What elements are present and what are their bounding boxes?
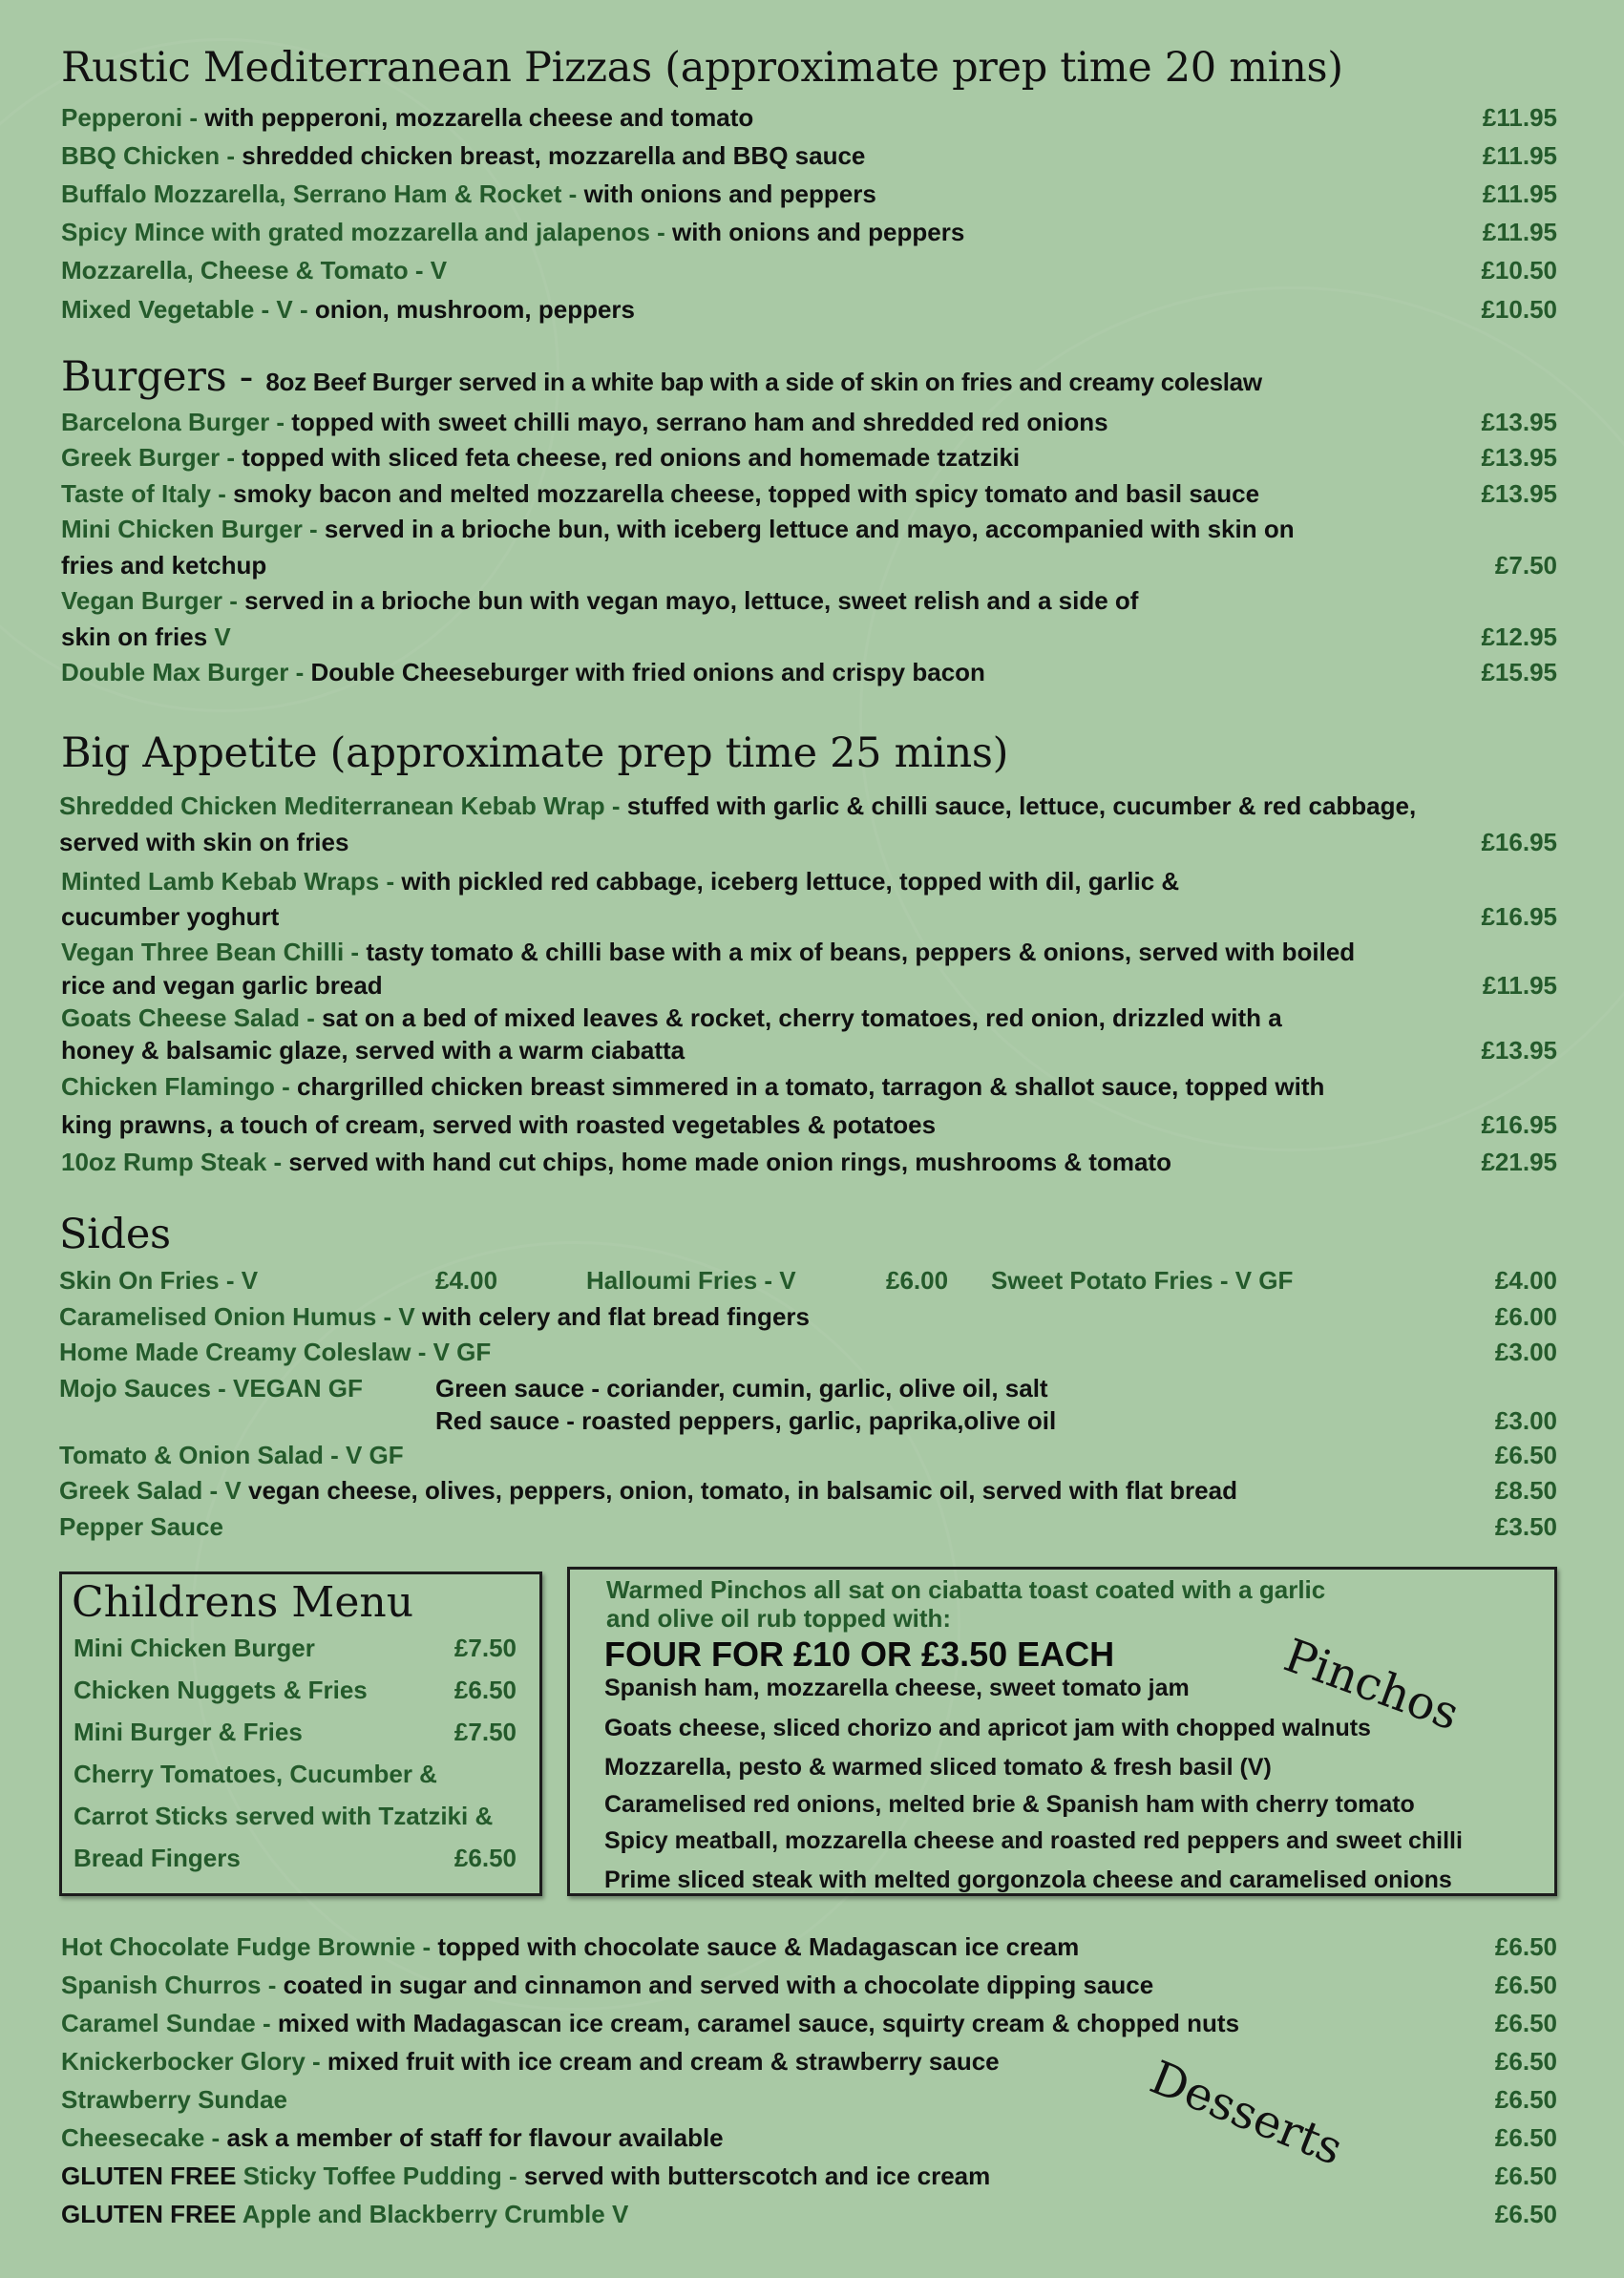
pinchos-title: Pinchos: [1276, 1629, 1466, 1741]
item-name: Cheesecake -: [61, 2123, 227, 2152]
item-price: £3.00: [1494, 1406, 1557, 1435]
item-price: £6.50: [1494, 1971, 1557, 1999]
pizzas-title: Rustic Mediterranean Pizzas (approximate prep time 20 mins): [61, 44, 1343, 92]
pinchos-box: [567, 1567, 1557, 1896]
kids-item-continued: [74, 1842, 517, 1874]
item-name: Home Made Creamy Coleslaw - V GF: [59, 1338, 492, 1366]
menu-item: [61, 936, 1557, 968]
item-desc: Double Cheeseburger with fried onions and crispy bacon: [310, 658, 985, 686]
item-name: Tomato & Onion Salad - V GF: [59, 1441, 404, 1469]
item-name: Hot Chocolate Fudge Brownie -: [61, 1932, 438, 1961]
item-desc: vegan cheese, olives, peppers, onion, tomato, in balsamic oil, served with flat bread: [241, 1476, 1237, 1505]
item-name: Vegan Burger -: [61, 586, 245, 615]
red-sauce: Red sauce - roasted peppers, garlic, paprika,olive oil: [435, 1406, 1057, 1435]
item-name: Pepperoni -: [61, 103, 205, 132]
menu-item: [61, 139, 1557, 172]
item-desc-cont: king prawns, a touch of cream, served with roasted vegetables & potatoes: [61, 1110, 937, 1139]
kids-item-continued: [74, 1800, 517, 1832]
menu-item: [61, 441, 1557, 474]
item-price: £6.00: [1494, 1302, 1557, 1331]
item-name: Double Max Burger -: [61, 658, 311, 686]
item-price: £11.95: [1482, 103, 1557, 132]
item-price: £13.95: [1481, 1036, 1557, 1065]
item-name: Mojo Sauces - VEGAN GF: [59, 1374, 363, 1403]
item-price: £13.95: [1481, 479, 1557, 508]
item-name: Spanish Churros -: [61, 1971, 284, 1999]
item-name: Vegan Three Bean Chilli -: [61, 938, 367, 966]
side-name: Skin On Fries - V: [59, 1266, 259, 1295]
menu-item: [61, 477, 1557, 510]
item-name: Buffalo Mozzarella, Serrano Ham & Rocket -: [61, 179, 584, 208]
pinchos-intro: [606, 1575, 1325, 1633]
item-name-line1: Cherry Tomatoes, Cucumber &: [74, 1760, 437, 1788]
item-name: Mozzarella, Cheese & Tomato - V: [61, 256, 448, 285]
item-name: Mini Burger & Fries: [74, 1718, 303, 1746]
dessert-item: [61, 2160, 1557, 2192]
item-desc: topped with sliced feta cheese, red onions and homemade tzatziki: [242, 443, 1021, 472]
item-price: £6.50: [1494, 2123, 1557, 2152]
item-desc: mixed fruit with ice cream and cream & strawberry sauce: [327, 2047, 1000, 2076]
item-desc-cont: skin on fries: [61, 622, 215, 651]
menu-item-continued: [61, 1034, 1557, 1066]
item-price: £6.50: [1494, 1441, 1557, 1469]
dessert-item: [61, 2198, 1557, 2230]
mojo-sauces: [59, 1372, 1557, 1404]
item-desc: smoky bacon and melted mozzarella cheese, topped with spicy tomato and basil sauce: [233, 479, 1260, 508]
item-desc: with onions and peppers: [672, 218, 965, 246]
item-desc-cont: rice and vegan garlic bread: [61, 971, 383, 1000]
side-price: £4.00: [1494, 1266, 1557, 1295]
item-price: £10.50: [1481, 295, 1557, 324]
dessert-item: [61, 2083, 1557, 2116]
menu-item-continued: [61, 549, 1557, 581]
item-name: 10oz Rump Steak -: [61, 1148, 289, 1176]
burgers-subtitle: 8oz Beef Burger served in a white bap with a side of skin on fries and creamy coleslaw: [265, 368, 1262, 396]
item-price: £6.50: [1494, 2085, 1557, 2114]
menu-item: [61, 656, 1557, 688]
item-name: Sticky Toffee Pudding -: [243, 2162, 524, 2190]
item-desc: with celery and flat bread fingers: [421, 1302, 810, 1331]
burgers-heading: [61, 353, 1262, 401]
childrens-menu-box: [59, 1571, 542, 1896]
item-name: Goats Cheese Salad -: [61, 1003, 323, 1032]
item-price: £6.50: [1494, 1932, 1557, 1961]
item-desc: stuffed with garlic & chilli sauce, lettuce, cucumber & red cabbage,: [626, 791, 1417, 820]
menu-item-continued: [61, 900, 1557, 933]
item-desc: served with hand cut chips, home made onion rings, mushrooms & tomato: [288, 1148, 1171, 1176]
item-price: £6.50: [1494, 2047, 1557, 2076]
side-price: £6.00: [886, 1266, 949, 1295]
item-desc: served in a brioche bun with vegan mayo, lettuce, sweet relish and a side of: [244, 586, 1139, 615]
menu-item: [59, 1510, 1557, 1543]
dessert-item: [61, 1969, 1557, 2001]
sides-title: Sides: [59, 1211, 171, 1258]
item-price: £8.50: [1494, 1476, 1557, 1505]
item-desc: chargrilled chicken breast simmered in a tomato, tarragon & shallot sauce, topped with: [297, 1072, 1325, 1101]
childrens-menu-title: Childrens Menu: [72, 1578, 414, 1627]
menu-item: [61, 101, 1557, 134]
item-price: £16.95: [1481, 902, 1557, 931]
item-prefix: GLUTEN FREE: [61, 2162, 243, 2190]
item-price: £13.95: [1481, 408, 1557, 436]
menu-item: [59, 1474, 1557, 1507]
item-name: Strawberry Sundae: [61, 2085, 287, 2114]
item-desc: with onions and peppers: [583, 179, 876, 208]
pincho-item: Goats cheese, sliced chorizo and apricot jam with chopped walnuts: [604, 1715, 1371, 1741]
item-desc: mixed with Madagascan ice cream, caramel sauce, squirty cream & chopped nuts: [277, 2009, 1240, 2037]
kids-item: [74, 1674, 517, 1706]
item-desc: topped with chocolate sauce & Madagascan ice cream: [437, 1932, 1080, 1961]
item-name: Shredded Chicken Mediterranean Kebab Wrap -: [59, 791, 627, 820]
item-desc: tasty tomato & chilli base with a mix of beans, peppers & onions, served with boiled: [366, 938, 1356, 966]
item-desc: onion, mushroom, peppers: [314, 295, 635, 324]
item-name: Minted Lamb Kebab Wraps -: [61, 867, 402, 896]
item-price: £6.50: [1494, 2200, 1557, 2228]
item-name: Chicken Flamingo -: [61, 1072, 298, 1101]
item-desc-cont: cucumber yoghurt: [61, 902, 280, 931]
item-desc: served in a brioche bun, with iceberg lettuce and mayo, accompanied with skin on: [324, 515, 1295, 543]
menu-item-continued: [59, 826, 1557, 858]
menu-item: [61, 1002, 1557, 1034]
item-name: BBQ Chicken -: [61, 141, 243, 170]
menu-item-continued: [61, 1108, 1557, 1141]
item-prefix: GLUTEN FREE: [61, 2200, 243, 2228]
item-name: Greek Salad -: [59, 1476, 225, 1505]
item-name: Pepper Sauce: [59, 1512, 223, 1541]
pincho-item: Spanish ham, mozzarella cheese, sweet tomato jam: [604, 1675, 1190, 1701]
item-name: Taste of Italy -: [61, 479, 234, 508]
item-desc: shredded chicken breast, mozzarella and BBQ sauce: [242, 141, 866, 170]
item-desc: ask a member of staff for flavour available: [226, 2123, 724, 2152]
burgers-title: Burgers -: [61, 353, 253, 401]
item-price: £7.50: [453, 1718, 517, 1746]
item-name: Mixed Vegetable - V -: [61, 295, 315, 324]
vegan-tag: V: [214, 622, 231, 651]
menu-item-continued: [61, 621, 1557, 653]
item-price: £6.50: [453, 1676, 517, 1704]
kids-item: [74, 1758, 517, 1790]
menu-item: [61, 1146, 1557, 1178]
item-desc: sat on a bed of mixed leaves & rocket, cherry tomatoes, red onion, drizzled with a: [322, 1003, 1282, 1032]
item-desc: topped with sweet chilli mayo, serrano ham and shredded red onions: [291, 408, 1108, 436]
item-price: £13.95: [1481, 443, 1557, 472]
menu-item: [61, 293, 1557, 326]
dessert-item: [61, 2121, 1557, 2154]
menu-item: [61, 216, 1557, 248]
item-price: £7.50: [1494, 551, 1557, 580]
item-name: Chicken Nuggets & Fries: [74, 1676, 368, 1704]
item-price: £11.95: [1482, 179, 1557, 208]
pinchos-offer: FOUR FOR £10 OR £3.50 EACH: [604, 1635, 1115, 1674]
item-price: £11.95: [1482, 218, 1557, 246]
item-price: £6.50: [1494, 2162, 1557, 2190]
pinchos-intro-line2: and olive oil rub topped with:: [606, 1604, 952, 1633]
menu-item: [61, 865, 1557, 897]
menu-item: [59, 1300, 1557, 1333]
item-price: £16.95: [1481, 1110, 1557, 1139]
big-appetite-title: Big Appetite (approximate prep time 25 mins): [61, 729, 1009, 777]
item-name: Apple and Blackberry Crumble V: [242, 2200, 629, 2228]
item-name: Greek Burger -: [61, 443, 243, 472]
item-desc-cont: fries and ketchup: [61, 551, 267, 580]
dessert-item: [61, 1930, 1557, 1963]
item-desc: served with butterscotch and ice cream: [523, 2162, 991, 2190]
menu-item: [59, 1336, 1557, 1368]
pinchos-intro-line1: Warmed Pinchos all sat on ciabatta toast coated with a garlic: [606, 1575, 1326, 1604]
vegan-tag: V: [224, 1476, 242, 1505]
item-name: Caramel Sundae -: [61, 2009, 278, 2037]
item-name: Barcelona Burger -: [61, 408, 292, 436]
pincho-item: Mozzarella, pesto & warmed sliced tomato & fresh basil (V): [604, 1754, 1272, 1781]
item-price: £7.50: [453, 1634, 517, 1662]
item-price: £10.50: [1481, 256, 1557, 285]
item-name: Spicy Mince with grated mozzarella and jalapenos -: [61, 218, 673, 246]
item-price: £6.50: [453, 1844, 517, 1872]
item-name: Mini Chicken Burger: [74, 1634, 315, 1662]
pincho-item: Spicy meatball, mozzarella cheese and roasted red peppers and sweet chilli: [604, 1827, 1463, 1854]
item-price: £15.95: [1481, 658, 1557, 686]
item-price: £3.00: [1494, 1338, 1557, 1366]
item-name: Mini Chicken Burger -: [61, 515, 325, 543]
item-desc: coated in sugar and cinnamon and served with a chocolate dipping sauce: [283, 1971, 1154, 1999]
item-name: Caramelised Onion Humus - V: [59, 1302, 422, 1331]
item-price: £16.95: [1481, 828, 1557, 856]
item-desc-cont: served with skin on fries: [59, 828, 349, 856]
menu-item: [59, 1439, 1557, 1471]
side-name: Halloumi Fries - V: [586, 1266, 796, 1295]
item-price: £21.95: [1481, 1148, 1557, 1176]
side-price: £4.00: [435, 1266, 498, 1295]
kids-item: [74, 1632, 517, 1664]
menu-item: [61, 513, 1557, 545]
menu-item: [61, 1070, 1557, 1103]
menu-item: [61, 254, 1557, 286]
menu-item: [61, 584, 1557, 617]
green-sauce: Green sauce - coriander, cumin, garlic, olive oil, salt: [435, 1374, 1048, 1403]
item-price: £11.95: [1482, 141, 1557, 170]
item-price: £6.50: [1494, 2009, 1557, 2037]
menu-item: [59, 790, 1557, 822]
item-desc-cont: honey & balsamic glaze, served with a warm ciabatta: [61, 1036, 685, 1065]
menu-item: [61, 178, 1557, 210]
item-name-line2: Carrot Sticks served with Tzatziki &: [74, 1802, 494, 1830]
kids-item: [74, 1716, 517, 1748]
item-price: £12.95: [1481, 622, 1557, 651]
side-name: Sweet Potato Fries - V GF: [991, 1266, 1294, 1295]
desserts-title: Desserts: [1143, 2051, 1351, 2177]
dessert-item: [61, 2007, 1557, 2039]
item-price: £11.95: [1482, 971, 1557, 1000]
item-price: £3.50: [1494, 1512, 1557, 1541]
item-desc: with pepperoni, mozzarella cheese and tomato: [204, 103, 754, 132]
menu-item: [61, 406, 1557, 438]
item-desc: with pickled red cabbage, iceberg lettuce, topped with dil, garlic &: [401, 867, 1180, 896]
menu-item-continued: [61, 969, 1557, 1002]
pincho-item: Caramelised red onions, melted brie & Spanish ham with cherry tomato: [604, 1791, 1415, 1818]
pincho-item: Prime sliced steak with melted gorgonzola cheese and caramelised onions: [604, 1867, 1452, 1893]
item-name-line3: Bread Fingers: [74, 1844, 241, 1872]
dessert-item: [61, 2045, 1557, 2078]
item-name: Knickerbocker Glory -: [61, 2047, 327, 2076]
